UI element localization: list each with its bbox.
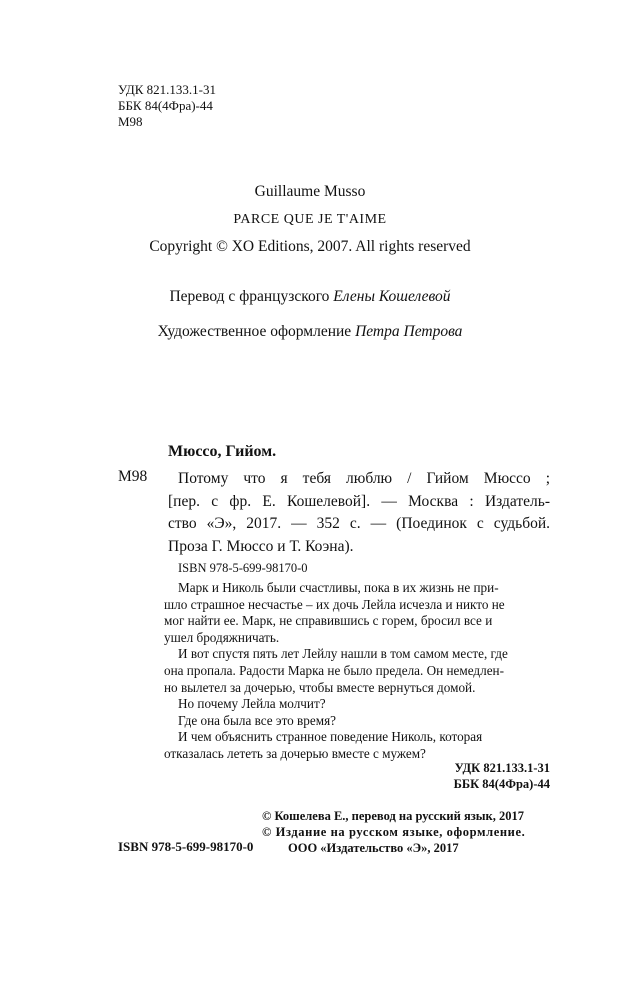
original-title: PARCE QUE JE T'AIME: [233, 212, 387, 227]
copyright-line: Copyright © XO Editions, 2007. All rights reserved: [149, 238, 471, 255]
bottom-bbk-code: ББК 84(4Фра)-44: [453, 777, 550, 791]
annotation-line: шло страшное несчастье – их дочь Лейла исчезла и никто не: [164, 596, 505, 612]
annotation-line: И вот спустя пять лет Лейлу нашли в том самом месте, где: [178, 646, 508, 662]
design-credit: [0, 323, 620, 341]
original-author: Guillaume Musso: [254, 183, 366, 200]
translation-prefix: Перевод с французского: [169, 288, 334, 305]
catalog-line: ство «Э», 2017. — 352 с. — (Поединок с судьбой.: [168, 515, 550, 532]
classification-block: [118, 82, 216, 130]
catalog-line: Потому что я тебя люблю / Гийом Мюссо ;: [178, 470, 550, 487]
translator-name: Елены Кошелевой: [333, 288, 451, 305]
annotation-line: ушел бродяжничать.: [164, 629, 280, 645]
rights-line: ООО «Издательство «Э», 2017: [288, 841, 459, 855]
annotation-line: мог найти ее. Марк, не справившись с горем, бросил все и: [164, 613, 493, 629]
catalog-code: М98: [118, 468, 148, 485]
annotation-line: но вылетел за дочерью, чтобы вместе вернуться домой.: [164, 679, 476, 695]
annotation-line: Но почему Лейла молчит?: [178, 696, 326, 712]
rights-line: © Издание на русском языке, оформление.: [262, 825, 526, 839]
annotation-line: отказалась лететь за дочерью вместе с мужем?: [164, 745, 426, 761]
bottom-codes: [350, 760, 550, 792]
catalog-author-heading: Мюссо, Гийом.: [168, 443, 277, 460]
author-mark: М98: [118, 114, 143, 129]
catalog-description: [168, 468, 550, 558]
bbk-code: ББК 84(4Фра)-44: [118, 98, 213, 113]
catalog-isbn: ISBN 978-5-699-98170-0: [178, 561, 308, 575]
annotation: [164, 580, 554, 763]
annotation-line: Где она была все это время?: [178, 712, 336, 728]
annotation-line: Марк и Николь были счастливы, пока в их жизнь не при-: [178, 580, 499, 595]
catalog-line: [пер. с фр. Е. Кошелевой]. — Москва : Издатель-: [168, 492, 550, 510]
udk-code: УДК 821.133.1-31: [118, 82, 217, 97]
translation-credit: [0, 288, 620, 306]
rights-line: © Кошелева Е., перевод на русский язык, 2017: [262, 809, 524, 823]
designer-name: Петра Петрова: [355, 323, 463, 340]
design-prefix: Художественное оформление: [157, 323, 356, 340]
footer-rights: [262, 808, 525, 856]
footer-isbn: ISBN 978-5-699-98170-0: [118, 839, 254, 854]
annotation-line: она пропала. Радости Марка не было предела. Он немедлен-: [164, 662, 504, 678]
bottom-udk-code: УДК 821.133.1-31: [454, 761, 550, 775]
annotation-line: И чем объяснить странное поведение Николь, которая: [178, 729, 483, 745]
catalog-line: Проза Г. Мюссо и Т. Коэна).: [168, 537, 354, 555]
